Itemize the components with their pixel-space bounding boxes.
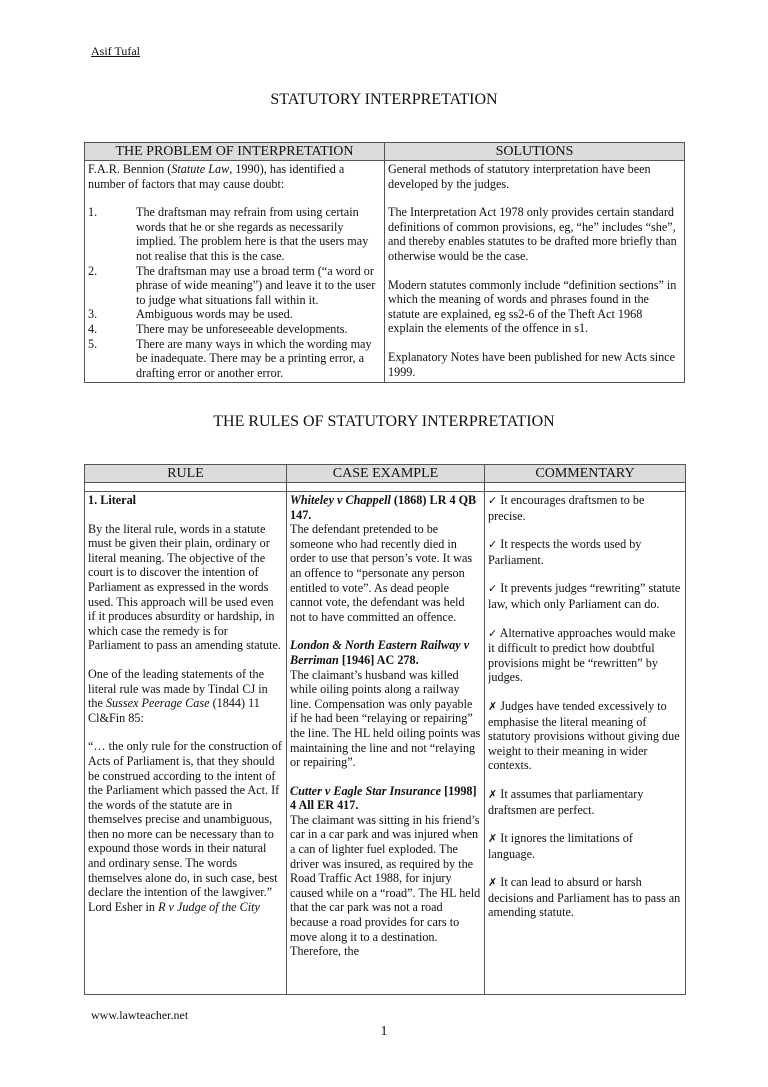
case-name: Whiteley v Chappell (290, 493, 391, 507)
rule-last-line (88, 900, 283, 915)
case-example-cell (287, 492, 485, 995)
rule-text: One of the leading statements of the literal rule was made by Tindal CJ in the (88, 666, 268, 711)
problem-intro-text-2: , 1990), has identified a number of factors that may cause doubt: (88, 162, 345, 191)
case-citation: (1868) LR 4 QB 147. (290, 493, 477, 522)
commentary-header: COMMENTARY (485, 465, 686, 483)
problem-intro (88, 162, 381, 191)
commentary-text: It assumes that parliamentary draftsmen are perfect. (488, 786, 644, 817)
check-icon: ✓ (488, 494, 498, 507)
case-name: Cutter v Eagle Star Insurance (290, 783, 442, 798)
rule-paragraph: By the literal rule, words in a statute must be given their plain, ordinary or literal meaning. The objective of the court is to discover the intention of Parliament as expressed in the words used. This approach will be used even if it produces absurdity or hardship, in which case the remedy is for Parliament to pass an amending statute. (88, 521, 281, 653)
case-name: London & North Eastern Railway v Berriman (290, 638, 470, 667)
rule-text: Lord Esher in (88, 899, 159, 914)
rules-table (84, 464, 686, 995)
case-citation: [1946] AC 278. (338, 652, 419, 667)
problem-intro-italic: Statute Law (171, 162, 230, 176)
cross-icon: ✗ (488, 699, 498, 713)
case-text: The claimant was sitting in his friend’s car in a car park and was injured when a can of lighter fuel exploded. The driver was insured, as required by the Road Traffic Act 1988, for injury caused while on a “road”. The HL held that the car park was not a road because a road provides for cars to move along it to a destination. Therefore, the (290, 812, 481, 959)
page-title: STATUTORY INTERPRETATION (270, 91, 498, 108)
cross-icon: ✗ (488, 787, 498, 801)
commentary-text: It prevents judges “rewriting” statute law, which only Parliament can do. (488, 581, 681, 611)
cross-icon: ✗ (488, 876, 498, 890)
case-title (290, 493, 481, 522)
problem-item-text: Ambiguous words may be used. (136, 307, 293, 322)
commentary-text: Alternative approaches would make it difficult to predict how doubtful provisions might be “rewritten” by judges. (488, 625, 676, 685)
commentary-item (488, 537, 682, 567)
problem-header: THE PROBLEM OF INTERPRETATION (85, 143, 385, 161)
solution-paragraph: General methods of statutory interpretation have been developed by the judges. (388, 162, 651, 191)
solution-paragraph: Explanatory Notes have been published for new Acts since 1999. (388, 349, 676, 379)
cross-icon: ✗ (488, 832, 498, 846)
check-icon: ✓ (488, 582, 498, 596)
case-example-header: CASE EXAMPLE (287, 465, 485, 483)
case-citation: [1998] 4 All ER 417. (290, 783, 477, 813)
problem-item-text: The draftsman may refrain from using certain words that he or she regards as necessarily implied. The problem here is that the users may not realise that this is the case. (136, 205, 369, 263)
commentary-item (488, 581, 682, 611)
case-title (290, 638, 481, 667)
case-name-italic: R v Judge of the City (158, 899, 260, 914)
solution-paragraph: Modern statutes commonly include “definition sections” in which the meaning of words and phrases found in the statute are explained, eg ss2-6 of the Theft Act 1968 explain the elements of the offence in s1. (388, 277, 677, 336)
rule-text: (1844) 11 Cl&Fin 85: (88, 696, 260, 725)
commentary-item (488, 831, 682, 861)
commentary-text: It respects the words used by Parliament. (488, 537, 642, 567)
solutions-header: SOLUTIONS (385, 143, 685, 161)
problem-item-number: 3. (88, 307, 98, 322)
problem-item (88, 264, 381, 308)
problem-solutions-table (84, 142, 685, 383)
page-number: 1 (380, 1024, 388, 1039)
problem-item (88, 337, 381, 381)
rule-paragraph-2 (88, 667, 283, 725)
rule-quote: “… the only rule for the construction of Acts of Parliament is, that they should be construed according to the intent of the Parliament which passed the Act. If the words of the statute are in themselves precise and unambiguous, then no more can be necessary than to expound those words in their natural and ordinary sense. The words themselves alone do, in such case, best declare the intention of the lawgiver.” (88, 739, 282, 900)
problem-item (88, 322, 381, 337)
problem-item-text: There are many ways in which the wording may be inadequate. There may be a printing error, a drafting error or another error. (136, 336, 372, 380)
problem-item (88, 307, 381, 322)
rule-cell (85, 492, 287, 995)
check-icon: ✓ (488, 538, 498, 552)
rules-section-title: THE RULES OF STATUTORY INTERPRETATION (213, 413, 555, 430)
commentary-item (488, 626, 682, 685)
commentary-item (488, 493, 682, 523)
case-title (290, 784, 481, 813)
problem-item-number: 4. (88, 321, 98, 336)
problem-item-text: The draftsman may use a broad term (“a word or phrase of wide meaning”) and leave it to the user to judge what situations fall within it. (136, 263, 376, 307)
problem-item-number: 1. (88, 205, 98, 220)
commentary-text: Judges have tended excessively to emphasise the literal meaning of statutory provisions without giving due weight to their meaning in wider contexts. (488, 698, 680, 773)
commentary-item (488, 699, 682, 773)
commentary-cell (485, 492, 686, 995)
case-text: The defendant pretended to be someone who had recently died in order to use that person’s vote. It was an offence to “personate any person entitled to vote”. As dead people cannot vote, the defendant was held not to have committed an offence. (290, 522, 473, 624)
problem-item-number: 5. (88, 336, 98, 351)
problem-item-number: 2. (88, 263, 98, 278)
problem-item-text: There may be unforeseeable developments. (136, 321, 348, 336)
commentary-item (488, 875, 682, 920)
commentary-item (488, 787, 682, 817)
rule-heading: 1. Literal (88, 493, 137, 507)
commentary-text: It can lead to absurd or harsh decisions and Parliament has to pass an amending statute. (488, 875, 681, 920)
solution-paragraph: The Interpretation Act 1978 only provides certain standard definitions of common provisions, eg, “he” includes “she”, and thereby enables statutes to be drafted more briefly than otherwise would be the case. (388, 205, 677, 263)
case-text: The claimant’s husband was killed while oiling points along a railway line. Compensation was only payable if he had been “relaying or repairing” the line. The HL held oiling points was maintaining the line and not “relaying or repairing”. (290, 667, 481, 770)
problem-cell (85, 161, 385, 383)
rule-header: RULE (85, 465, 287, 483)
case-name-italic: Sussex Peerage Case (105, 696, 210, 711)
solutions-cell (385, 161, 685, 383)
footer-website: www.lawteacher.net (91, 1008, 189, 1022)
commentary-text: It encourages draftsmen to be precise. (488, 493, 645, 523)
author-name: Asif Tufal (91, 44, 141, 58)
problem-item (88, 205, 381, 263)
problem-intro-text: F.A.R. Bennion ( (88, 162, 172, 176)
commentary-text: It ignores the limitations of language. (488, 831, 633, 861)
check-icon: ✓ (488, 626, 498, 640)
